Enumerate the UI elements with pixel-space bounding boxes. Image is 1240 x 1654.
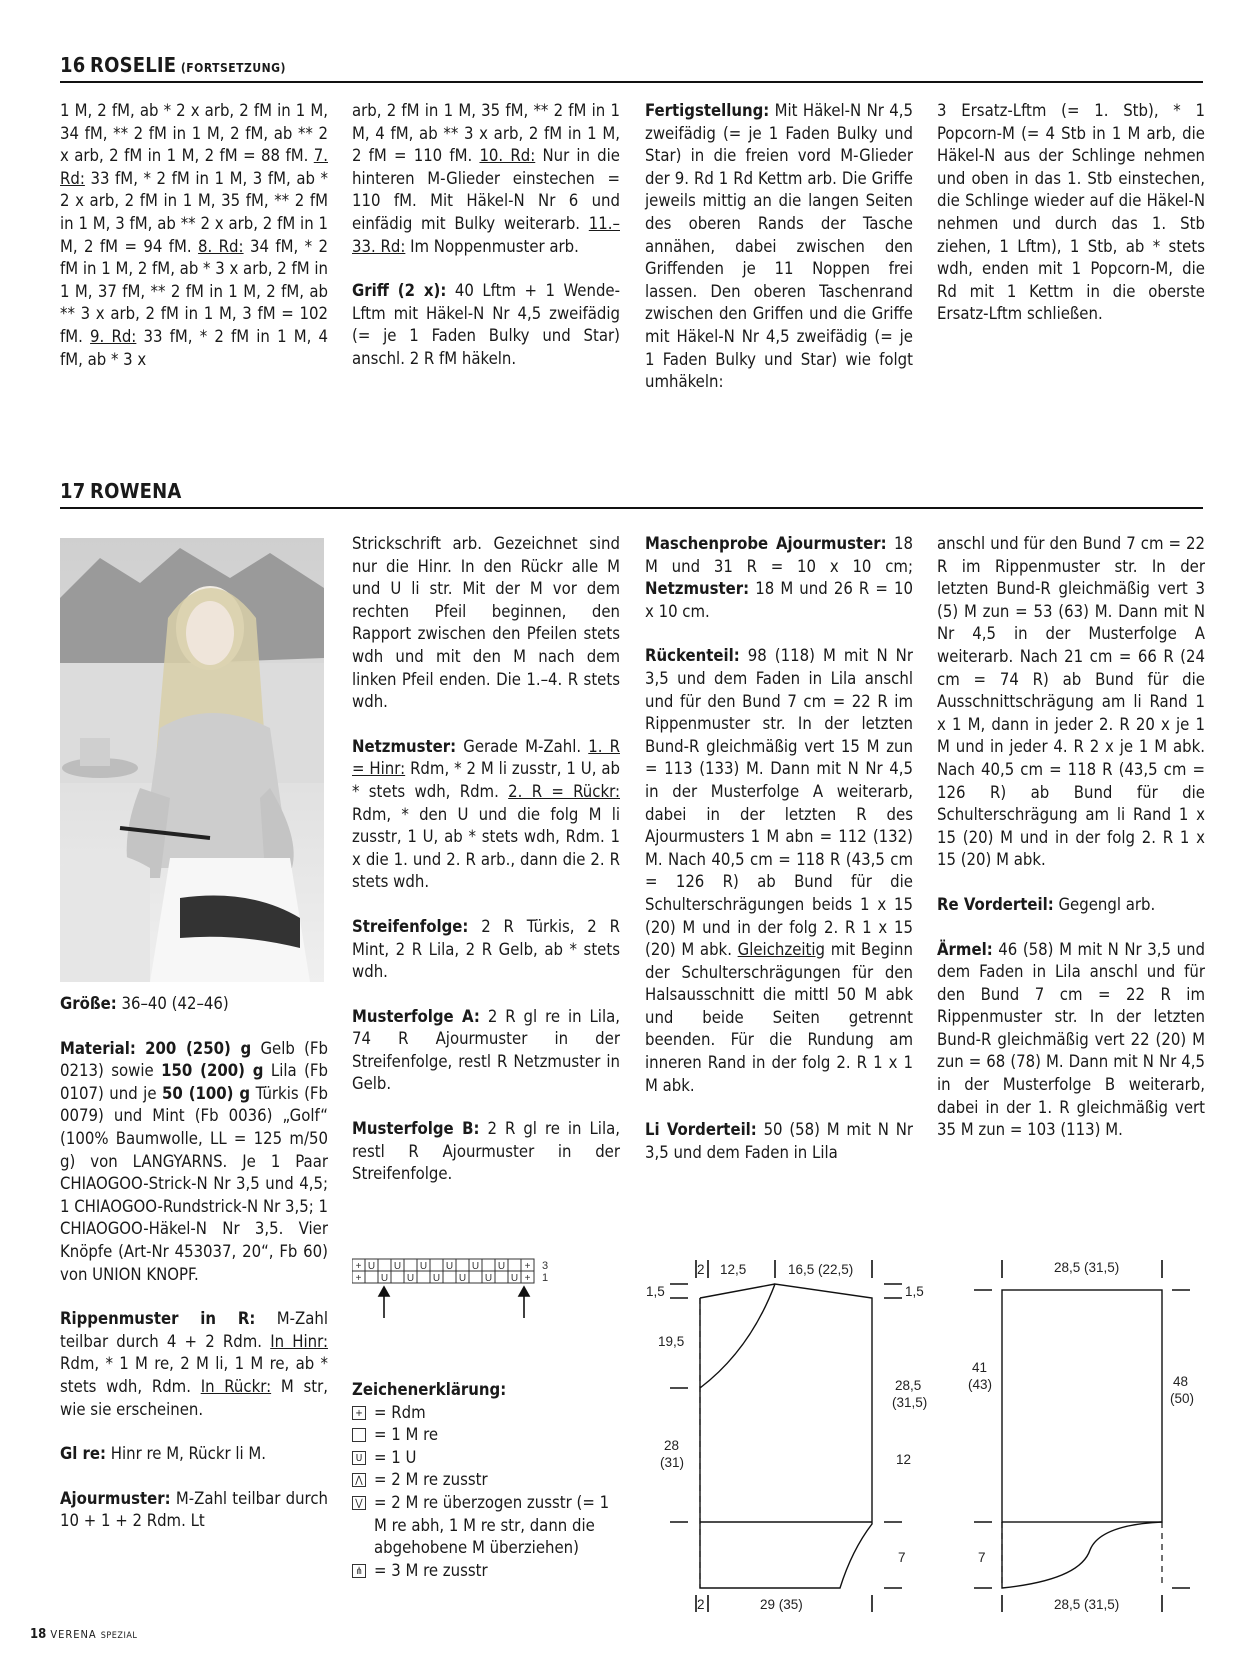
svg-text:U: U [458,1273,467,1284]
dim-right-12: 12 [896,1452,912,1467]
model-photo-illustration [60,538,324,982]
dim-top-16-5: 16,5 (22,5) [788,1262,854,1277]
body-schematic [640,1250,940,1615]
section-16-subtitle: (FORTSETZUNG) [180,61,286,75]
rdm-symbol-icon: + [352,1406,366,1420]
dim-top-2: 2 [697,1262,705,1277]
svg-text:U: U [419,1261,428,1272]
svg-text:U: U [367,1261,376,1272]
s16-column-2: arb, 2 fM in 1 M, 35 fM, ** 2 fM in 1 M, 4 fM, ab ** 3 x arb, 2 fM in 1 M, 2 fM = 110 fM. 10. Rd: Nur in die hinteren M-Glieder einstechen = 110 fM. Mit Häkel-N Nr 6 und einfädig mit Bulky weiterarb. 11.–33. Rd: Im Noppenmuster arb. Griff (2 x): 40 Lftm + 1 Wende-Lftm mit Häkel-N Nr 4,5 zweifädig (= je 1 Faden Bulky und Star) anschl. 2 R fM häkeln. [352,101,620,368]
s17-column-4: anschl und für den Bund 7 cm = 22 R im Rippenmuster str. In der letzten Bund-R gleichmäßig vert 3 (5) M zun = 53 (63) M. Dann mit N Nr 4,5 in der Musterfolge A weiterarb. Nach 21 cm = 66 R (24 cm = 74 R) ab Bund für die Ausschnittschrägung am li Rand 1 x 1 M, dann in jeder 2. R 20 x je 1 M und in jeder 4. R 2 x je 1 M abk. Nach 40,5 cm = 118 R (43,5 cm = 126 R) ab Bund für die Schulterschrägung am li Rand 1 x 15 (20) M und in der folg 2. R 1 x 15 (20) M abk. Re Vorderteil: Gegengl arb. Ärmel: 46 (58) M mit N Nr 3,5 und dem Faden in Lila anschl und für den Bund 7 cm = 22 R im Rippenmuster str. In der letzten Bund-R gleichmäßig vert 22 (20) M zun = 68 (78) M. Dann mit N Nr 4,5 in der Musterfolge B weiterarb, dabei in der 1. R gleichmäßig vert 35 M zun = 103 (113) M. [937,534,1205,1140]
sleeve-dim-left-7: 7 [978,1550,986,1565]
symbol-legend [352,1379,622,1582]
sleeve-dim-top: 28,5 (31,5) [1054,1260,1120,1275]
section-16-title: ROSELIE [90,53,177,77]
dim-left-28: 28 [664,1438,680,1453]
dim-left-19-5: 19,5 [658,1334,685,1349]
section-17-number: 17 [60,479,86,503]
svg-text:U: U [406,1273,415,1284]
s16-column-3: Fertigstellung: Mit Häkel-N Nr 4,5 zweifädig (= je 1 Faden Bulky und Star) in die freien vord M-Glieder der 9. Rd 1 Rd Kettm arb. Die Griffe jeweils mittig an die langen Seiten des oberen Rands der Tasche annähen, dabei zwischen den Griffenden je 11 Noppen frei lassen. Den oberen Taschenrand zwischen den Griffen und die Griffe mit Häkel-N Nr 4,5 zweifädig (= je 1 Faden Bulky und Star) wie folgt umhäkeln: [645,101,913,392]
s17-column-2: Strickschrift arb. Gezeichnet sind nur die Hinr. In den Rückr alle M und U li str. Mit der M vor dem rechten Pfeil beginnen, den Rapport zwischen den Pfeilen stets wdh und mit den M nach dem linken Pfeil enden. Die 1.–4. R stets wdh. Netzmuster: Gerade M-Zahl. 1. R = Hinr: Rdm, * 2 M li zusstr, 1 U, ab * stets wdh, Rdm. 2. R = Rückr: Rdm, * den U und die folg M li zusstr, 1 U, ab * stets wdh, Rdm. 1 x die 1. und 2. R arb., dann die 2. R stets wdh. Streifenfolge: 2 R Türkis, 2 R Mint, 2 R Lila, 2 R Gelb, ab * stets wdh. Musterfolge A: 2 R gl re in Lila, 74 R Ajourmuster in der Streifenfolge, restl R Netzmuster in Gelb. Musterfolge B: 2 R gl re in Lila, restl R Ajourmuster in der Streifenfolge. [352,534,620,1184]
svg-text:U: U [484,1273,493,1284]
knit-symbol-icon [352,1428,366,1442]
legend-item: ⋁ = 2 M re überzogen zusstr (= 1 M re abh, 1 M re str, dann die abgehobene M überziehen) [352,1492,622,1560]
page-number: 18 [30,1627,47,1642]
legend-title: Zeichenerklärung: [352,1380,507,1399]
yarn-over-symbol-icon: U [352,1451,366,1465]
svg-text:U: U [471,1261,480,1272]
svg-text:U: U [510,1273,519,1284]
chart-row-3: 3 [542,1260,549,1272]
section-17-title: ROWENA [90,479,182,503]
dim-left-1-5: 1,5 [646,1284,665,1299]
svg-text:U: U [432,1273,441,1284]
sleeve-dim-right-50: (50) [1170,1391,1195,1406]
legend-item: + = Rdm [352,1402,622,1425]
svg-text:U: U [393,1261,402,1272]
dim-right-31-5: (31,5) [892,1395,928,1410]
section-17-header [60,479,1203,509]
model-photo [60,538,324,982]
sleeve-dim-left-41: 41 [972,1360,988,1375]
legend-item: ⋀ = 2 M re zusstr [352,1469,622,1492]
svg-text:U: U [380,1273,389,1284]
dim-top-12-5: 12,5 [720,1262,747,1277]
s16-column-4: 3 Ersatz-Lftm (= 1. Stb), * 1 Popcorn-M (= 4 Stb in 1 M arb, die Häkel-N aus der Schlinge nehmen und oben in das 1. Stb einstechen, die Schlinge wieder auf die Häkel-N nehmen und durch das 1. Stb ziehen, 1 Lftm), 1 Stb, ab * stets wdh, enden mit 1 Popcorn-M, die Rd mit 1 Kettm in die oberste Ersatz-Lftm schließen. [937,101,1205,324]
knitting-chart [352,1258,562,1324]
s17-column-1: Größe: 36–40 (42–46) Material: 200 (250) g Gelb (Fb 0213) sowie 150 (200) g Lila (Fb 0107) und je 50 (100) g Türkis (Fb 0079) und Mint (Fb 0036) „Golf“ (100% Baumwolle, LL = 125 m/50 g) von LANGYARNS. Je 1 Paar CHIAOGOO-Strick-N Nr 3,5 und 4,5; 1 CHIAOGOO-Rundstrick-N Nr 3,5; 1 CHIAOGOO-Häkel-N Nr 3,5. Vier Knöpfe (Art-Nr 453037, 20“, Fb 60) von UNION KNOPF. Rippenmuster in R: M-Zahl teilbar durch 4 + 2 Rdm. In Hinr: Rdm, * 1 M re, 2 M li, 1 M re, ab * stets wdh, Rdm. In Rückr: M str, wie sie erscheinen. Gl re: Hinr re M, Rückr li M. Ajourmuster: M-Zahl teilbar durch 10 + 1 + 2 Rdm. Lt [60,994,329,1531]
dim-bottom-2: 2 [697,1597,705,1612]
k2tog-symbol-icon: ⋀ [352,1473,366,1487]
dim-right-7: 7 [898,1550,906,1565]
legend-item: U = 1 U [352,1447,622,1470]
dim-left-31: (31) [660,1455,685,1470]
legend-item: ⋔ = 3 M re zusstr [352,1560,622,1583]
sleeve-dim-right-48: 48 [1173,1374,1189,1389]
svg-text:U: U [497,1261,506,1272]
legend-item: = 1 M re [352,1424,622,1447]
svg-text:+: + [355,1261,362,1272]
section-16-number: 16 [60,53,86,77]
svg-text:U: U [445,1261,454,1272]
sleeve-dim-left-43: (43) [968,1377,993,1392]
ssk-symbol-icon: ⋁ [352,1496,366,1510]
dim-right-1-5: 1,5 [905,1284,924,1299]
svg-text:+: + [524,1261,531,1272]
svg-text:+: + [355,1273,362,1284]
s16-column-1: 1 M, 2 fM, ab * 2 x arb, 2 fM in 1 M, 34 fM, ** 2 fM in 1 M, 2 fM, ab ** 2 x arb, 2 fM in 1 M, 2 fM = 88 fM. 7. Rd: 33 fM, * 2 fM in 1 M, 3 fM, ab * 2 x arb, 2 fM in 1 M, 35 fM, ** 2 fM in 1 M, 3 fM, ab ** 2 x arb, 2 fM in 1 M, 2 fM = 94 fM. 8. Rd: 34 fM, * 2 fM in 1 M, 2 fM, ab * 3 x arb, 2 fM in 1 M, 37 fM, ** 2 fM in 1 M, 2 fM, ab ** 3 x arb, 2 fM in 1 M, 3 fM = 102 fM. 9. Rd: 33 fM, * 2 fM in 1 M, 4 fM, ab * 3 x [60,101,329,369]
dim-right-28-5: 28,5 [895,1378,922,1393]
page-footer [30,1627,137,1642]
chart-row-1: 1 [542,1272,549,1284]
k3tog-symbol-icon: ⋔ [352,1564,366,1578]
magazine-name: VERENA [50,1628,97,1641]
s17-column-3: Maschenprobe Ajourmuster: 18 M und 31 R = 10 x 10 cm; Netzmuster: 18 M und 26 R = 10 x 10 cm. Rückenteil: 98 (118) M mit N Nr 3,5 und dem Faden in Lila anschl und für den Bund 7 cm = 22 R im Rippenmuster str. In der letzten Bund-R gleichmäßig vert 15 M zun = 113 (133) M. Dann mit N Nr 4,5 in der Musterfolge A weiterarb, dabei in der letzten R des Ajourmusters 1 M abn = 112 (132) M. Nach 40,5 cm = 118 R (43,5 cm = 126 R) ab Bund für die Schulterschrägungen beids 1 x 15 (20) M und in der folg 2. R 1 x 15 (20) M abk. Gleichzeitig mit Beginn der Schulterschrägungen für den Halsausschnitt die mittl 50 M abk und beide Seiten getrennt beenden. Für die Rundung am inneren Rand in der folg 2. R 1 x 1 M abk. Li Vorderteil: 50 (58) M mit N Nr 3,5 und dem Faden in Lila [645,534,913,1162]
knitting-chart-svg [352,1258,562,1324]
sleeve-dim-bottom: 28,5 (31,5) [1054,1597,1120,1612]
magazine-edition: SPEZIAL [100,1631,138,1641]
sleeve-schematic [960,1250,1210,1615]
section-16-header [60,53,1203,83]
svg-text:+: + [524,1273,531,1284]
dim-bottom-29: 29 (35) [760,1597,803,1612]
